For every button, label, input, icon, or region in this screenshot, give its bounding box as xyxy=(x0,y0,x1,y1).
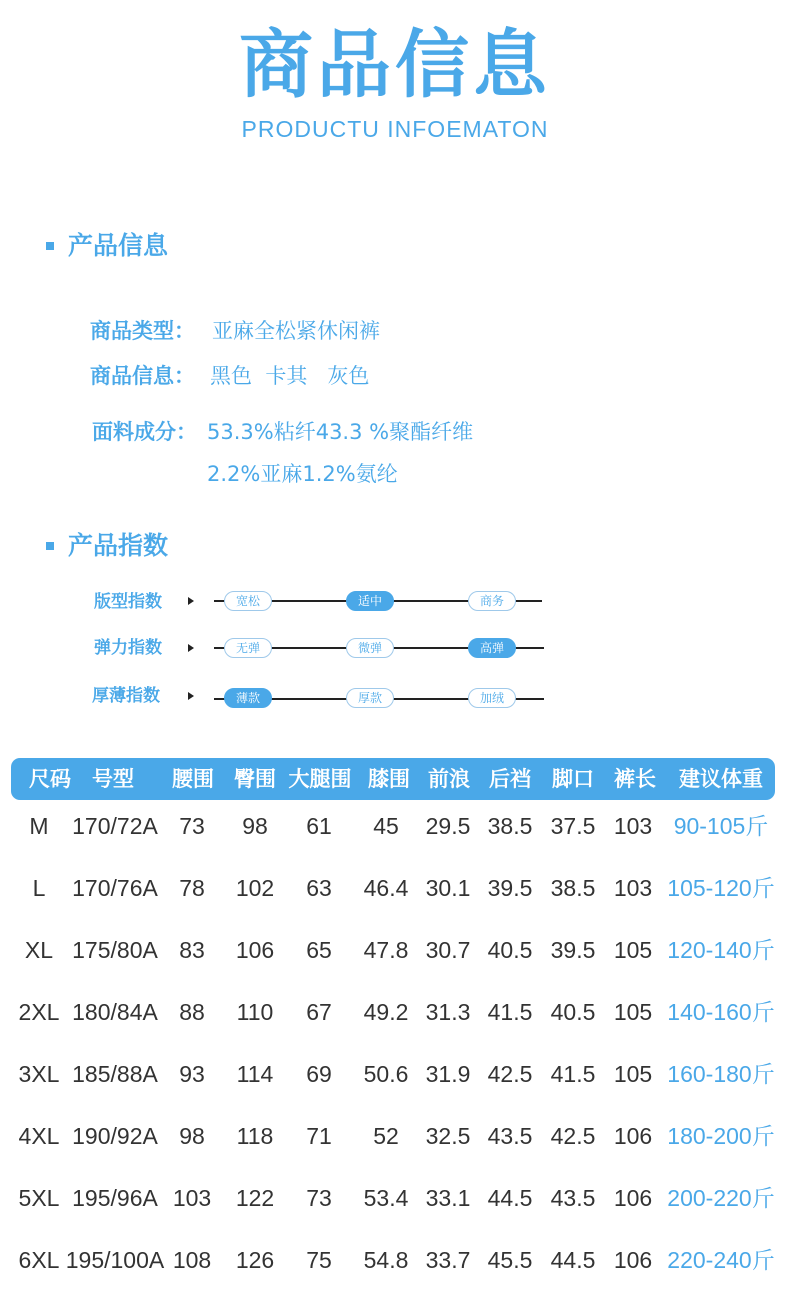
table-cell: 105 xyxy=(613,937,653,963)
table-cell: 33.1 xyxy=(425,1185,471,1211)
info-value-colors: 黑色 卡其 灰色 xyxy=(210,364,370,388)
page-title: 商品信息 xyxy=(239,22,551,108)
table-cell: 32.5 xyxy=(425,1123,471,1149)
table-cell: 106 xyxy=(613,1123,653,1149)
table-cell: 170/76A xyxy=(72,875,158,901)
table-cell: 185/88A xyxy=(72,1061,158,1087)
table-cell-weight: 180-200斤 xyxy=(667,1123,775,1149)
table-cell: 41.5 xyxy=(487,999,533,1025)
table-cell: 73 xyxy=(306,1185,332,1211)
table-cell-weight: 160-180斤 xyxy=(667,1061,775,1087)
table-cell: 106 xyxy=(235,937,275,963)
table-cell: 50.6 xyxy=(363,1061,409,1087)
table-cell: 45.5 xyxy=(487,1247,533,1273)
table-cell: 53.4 xyxy=(363,1185,409,1211)
table-cell: 73 xyxy=(179,813,205,839)
table-cell: 41.5 xyxy=(550,1061,596,1087)
table-cell: 5XL xyxy=(18,1185,60,1211)
table-cell-weight: 105-120斤 xyxy=(667,875,775,901)
table-cell: 38.5 xyxy=(487,813,533,839)
table-cell: 71 xyxy=(306,1123,332,1149)
table-header-cell: 脚口 xyxy=(552,767,594,791)
table-cell: 39.5 xyxy=(487,875,533,901)
table-cell: 118 xyxy=(236,1123,274,1149)
table-cell: M xyxy=(29,813,49,839)
table-cell-weight: 120-140斤 xyxy=(667,937,775,963)
table-header-cell: 后裆 xyxy=(489,767,531,791)
table-cell: 110 xyxy=(236,999,274,1025)
table-cell: 102 xyxy=(235,875,275,901)
index-option-selected: 适中 xyxy=(346,591,394,611)
section-marker xyxy=(46,542,54,550)
table-cell: 29.5 xyxy=(425,813,471,839)
index-label-stretch: 弹力指数 xyxy=(94,638,162,658)
table-cell: 103 xyxy=(613,813,653,839)
table-cell: 6XL xyxy=(18,1247,60,1273)
table-cell: 170/72A xyxy=(72,813,158,839)
index-option: 厚款 xyxy=(346,688,394,708)
table-cell: 93 xyxy=(179,1061,205,1087)
table-cell: 39.5 xyxy=(550,937,596,963)
table-cell: 4XL xyxy=(18,1123,60,1149)
table-cell: 175/80A xyxy=(72,937,158,963)
table-header-cell: 号型 xyxy=(92,767,134,791)
index-option: 宽松 xyxy=(224,591,272,611)
table-cell: 31.9 xyxy=(425,1061,471,1087)
info-label-colors: 商品信息： xyxy=(90,364,195,388)
index-label-fit: 版型指数 xyxy=(94,592,162,612)
table-cell: 88 xyxy=(179,999,205,1025)
info-value-type: 亚麻全松紧休闲裤 xyxy=(212,319,380,343)
table-cell-weight: 200-220斤 xyxy=(667,1185,775,1211)
index-option: 无弹 xyxy=(224,638,272,658)
table-cell: 190/92A xyxy=(72,1123,158,1149)
table-header-cell: 尺码 xyxy=(29,767,71,791)
table-cell: 108 xyxy=(172,1247,212,1273)
table-header-cell: 腰围 xyxy=(172,767,214,791)
table-cell: 54.8 xyxy=(363,1247,409,1273)
table-cell: 78 xyxy=(179,875,205,901)
table-cell: 2XL xyxy=(18,999,60,1025)
table-cell: 65 xyxy=(306,937,332,963)
table-cell-weight: 90-105斤 xyxy=(673,813,769,839)
section-title-index: 产品指数 xyxy=(68,531,169,560)
table-header-cell: 大腿围 xyxy=(288,767,352,791)
table-cell: 44.5 xyxy=(487,1185,533,1211)
page-subtitle: PRODUCTU INFOEMATON xyxy=(241,116,549,142)
table-cell: 47.8 xyxy=(363,937,409,963)
index-option: 微弹 xyxy=(346,638,394,658)
table-cell: 38.5 xyxy=(550,875,596,901)
table-cell: 105 xyxy=(613,999,653,1025)
play-arrow-icon xyxy=(188,644,194,652)
table-cell: 67 xyxy=(306,999,332,1025)
table-cell: 3XL xyxy=(18,1061,60,1087)
table-cell: 43.5 xyxy=(487,1123,533,1149)
table-cell: 31.3 xyxy=(425,999,471,1025)
table-cell: 122 xyxy=(235,1185,275,1211)
table-cell: 40.5 xyxy=(550,999,596,1025)
table-cell: 33.7 xyxy=(425,1247,471,1273)
table-cell: 43.5 xyxy=(550,1185,596,1211)
table-header-cell: 建议体重 xyxy=(679,767,763,791)
table-cell: 83 xyxy=(179,937,205,963)
index-option-selected: 高弹 xyxy=(468,638,516,658)
table-cell: 105 xyxy=(613,1061,653,1087)
info-label-fabric: 面料成分： xyxy=(92,420,197,444)
table-header-cell: 膝围 xyxy=(368,767,410,791)
index-option: 加绒 xyxy=(468,688,516,708)
info-value-fabric-line2: 2.2%亚麻1.2%氨纶 xyxy=(207,462,398,486)
section-marker xyxy=(46,242,54,250)
play-arrow-icon xyxy=(188,692,194,700)
table-cell: 98 xyxy=(242,813,268,839)
table-cell-weight: 220-240斤 xyxy=(667,1247,775,1273)
table-cell: XL xyxy=(24,937,54,963)
table-cell: 40.5 xyxy=(487,937,533,963)
table-cell: 46.4 xyxy=(363,875,409,901)
info-label-type: 商品类型： xyxy=(90,319,195,343)
table-cell: 180/84A xyxy=(72,999,158,1025)
info-value-fabric: 53.3%粘纤43.3 %聚酯纤维 xyxy=(207,420,474,444)
table-cell: 195/96A xyxy=(72,1185,158,1211)
table-cell: 45 xyxy=(373,813,399,839)
table-header-cell: 臀围 xyxy=(234,767,276,791)
table-cell: 103 xyxy=(613,875,653,901)
index-option-selected: 薄款 xyxy=(224,688,272,708)
table-cell: 98 xyxy=(179,1123,205,1149)
table-cell: 106 xyxy=(613,1247,653,1273)
table-cell: 42.5 xyxy=(550,1123,596,1149)
table-cell: 75 xyxy=(306,1247,332,1273)
table-cell: 49.2 xyxy=(363,999,409,1025)
table-cell-weight: 140-160斤 xyxy=(667,999,775,1025)
table-cell: 30.7 xyxy=(425,937,471,963)
table-cell: 52 xyxy=(373,1123,399,1149)
table-cell: 63 xyxy=(306,875,332,901)
table-cell: 44.5 xyxy=(550,1247,596,1273)
table-cell: 69 xyxy=(306,1061,332,1087)
table-cell: 114 xyxy=(236,1061,274,1087)
index-option: 商务 xyxy=(468,591,516,611)
play-arrow-icon xyxy=(188,597,194,605)
index-label-thickness: 厚薄指数 xyxy=(92,686,160,706)
table-header-cell: 前浪 xyxy=(428,767,470,791)
table-cell: 30.1 xyxy=(425,875,471,901)
table-cell: L xyxy=(32,875,46,901)
table-cell: 106 xyxy=(613,1185,653,1211)
table-cell: 61 xyxy=(306,813,332,839)
table-cell: 103 xyxy=(172,1185,212,1211)
section-title-info: 产品信息 xyxy=(68,231,169,260)
table-cell: 42.5 xyxy=(487,1061,533,1087)
table-cell: 195/100A xyxy=(65,1247,165,1273)
table-cell: 37.5 xyxy=(550,813,596,839)
table-header-cell: 裤长 xyxy=(614,767,656,791)
table-cell: 126 xyxy=(235,1247,275,1273)
